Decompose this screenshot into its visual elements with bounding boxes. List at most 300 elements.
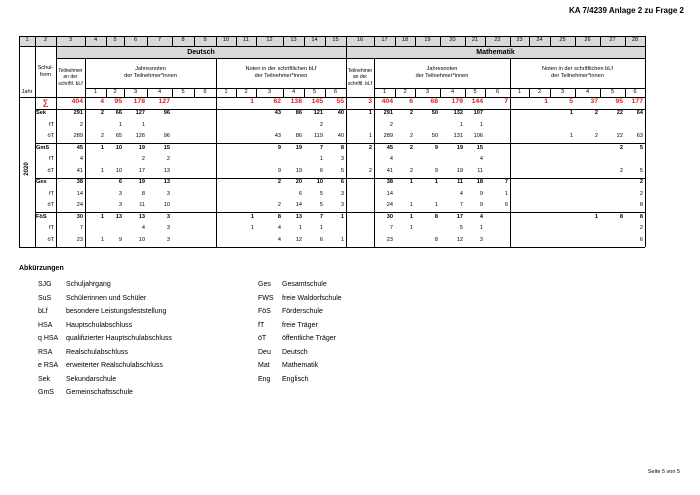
table-rule (510, 36, 511, 46)
abbreviation-key: q HSA (38, 335, 59, 342)
data-cell: 6 (340, 179, 344, 186)
table-rule (510, 88, 511, 97)
data-cell: 45 (76, 144, 83, 151)
data-cell: 144 (471, 98, 483, 106)
column-number: 27 (609, 37, 616, 44)
table-rule (19, 247, 645, 248)
data-cell: 2 (409, 167, 413, 174)
table-rule (304, 88, 305, 97)
table-rule (485, 36, 486, 46)
column-number: 19 (424, 37, 431, 44)
grade-header: 5 (610, 88, 615, 95)
data-cell: 4 (479, 213, 483, 220)
data-cell: 127 (135, 110, 145, 117)
data-cell: 30 (76, 213, 83, 220)
data-cell: 1 (340, 213, 344, 220)
grade-header: 3 (425, 88, 430, 95)
data-cell: 5 (639, 144, 643, 151)
data-cell: 1 (340, 236, 344, 243)
data-cell: 1 (100, 167, 104, 174)
abbreviation-value: Gesamtschule (282, 281, 327, 288)
data-cell: 37 (590, 98, 598, 106)
abbreviation-key: RSA (38, 348, 53, 356)
data-cell: 96 (163, 133, 170, 140)
data-cell: 1 (409, 179, 413, 186)
data-cell: 131 (453, 133, 463, 140)
data-cell: 12 (456, 236, 463, 243)
data-cell: 4 (277, 225, 281, 232)
data-cell: 2 (619, 167, 623, 174)
table-rule (645, 36, 646, 46)
column-number: 9 (203, 37, 207, 44)
grade-header: 1 (517, 88, 522, 95)
data-cell: 2 (100, 133, 104, 140)
grade-header: 4 (157, 88, 162, 95)
data-cell: 4 (100, 98, 104, 106)
table-rule (124, 88, 125, 97)
abbreviations-title: Abkürzungen (19, 265, 64, 272)
table-rule (346, 36, 347, 46)
data-cell: 5 (569, 98, 573, 106)
table-rule (625, 88, 626, 97)
data-cell: 1 (100, 236, 104, 243)
row-label: fT (49, 156, 54, 163)
table-rule (19, 36, 20, 46)
page-number: Seite 5 von 5 (647, 469, 680, 475)
data-cell: 3 (166, 190, 170, 197)
grade-header: 1 (93, 88, 98, 95)
data-cell: 1 (298, 225, 302, 232)
table-rule (147, 88, 148, 97)
data-cell: 3 (479, 236, 483, 243)
data-cell: 7 (319, 213, 323, 220)
data-cell: 3 (166, 225, 170, 232)
abbreviation-key: bLf (38, 308, 48, 315)
abbreviation-key: HSA (38, 321, 53, 329)
table-rule (325, 88, 326, 97)
data-cell: 138 (290, 98, 302, 106)
table-rule (283, 36, 284, 46)
table-rule (106, 88, 107, 97)
data-cell: 66 (115, 110, 122, 117)
data-cell: 7 (79, 225, 83, 232)
abbreviation-value: Schuljahrgang (66, 281, 111, 288)
table-rule (124, 36, 125, 46)
row-label: öT (47, 133, 54, 140)
data-cell: 50 (431, 110, 438, 117)
grade-header: 3 (560, 88, 565, 95)
data-cell: 1 (250, 225, 254, 232)
column-number: 28 (631, 37, 639, 44)
data-cell: 127 (158, 98, 170, 106)
abbreviation-value: besondere Leistungsfeststellung (66, 308, 167, 315)
table-rule (645, 46, 646, 247)
data-cell: 1 (250, 98, 254, 106)
abbreviation-key: SJG (38, 281, 52, 288)
data-cell: 8 (340, 144, 344, 151)
data-cell: 10 (115, 167, 122, 174)
column-number: 18 (401, 37, 409, 44)
data-cell: 5 (459, 225, 463, 232)
data-cell: 19 (295, 144, 302, 151)
data-cell: 15 (163, 144, 170, 151)
data-cell: 4 (479, 156, 483, 163)
row-label: Ges (36, 179, 47, 186)
data-cell: 2 (277, 202, 281, 209)
data-cell: 19 (138, 144, 145, 151)
data-cell: 30 (386, 213, 393, 220)
column-number: 4 (93, 37, 98, 44)
data-cell: 8 (619, 213, 623, 220)
data-cell: 62 (273, 98, 281, 106)
grade-header: 6 (633, 88, 637, 95)
data-cell: 1 (569, 110, 573, 117)
year-label: 2020 (24, 162, 30, 176)
data-cell: 2 (389, 121, 393, 128)
data-cell: 2 (594, 110, 598, 117)
data-cell: 1 (409, 202, 413, 209)
table-rule (19, 46, 20, 247)
data-cell: 15 (476, 144, 483, 151)
row-label: GmS (36, 144, 50, 151)
column-number: 7 (157, 37, 162, 44)
data-cell: 4 (277, 236, 281, 243)
data-cell: 22 (616, 133, 623, 140)
data-cell: 9 (479, 202, 483, 209)
table-rule (194, 36, 195, 46)
column-number: 8 (181, 37, 185, 44)
table-rule (56, 58, 645, 59)
data-cell: 2 (166, 156, 170, 163)
table-rule (147, 36, 148, 46)
data-cell: 11 (457, 179, 463, 186)
data-cell: 2 (409, 133, 413, 140)
data-cell: 2 (100, 110, 104, 117)
data-cell: 45 (386, 144, 393, 151)
table-rule (395, 88, 396, 97)
table-rule (440, 88, 441, 97)
data-cell: 4 (459, 190, 463, 197)
grade-header: 5 (181, 88, 185, 95)
data-cell: 1 (409, 213, 413, 220)
grade-header: 6 (495, 88, 500, 95)
data-cell: 1 (368, 133, 372, 140)
grade-header: 3 (267, 88, 272, 95)
table-rule (415, 88, 416, 97)
table-rule (56, 46, 57, 247)
table-rule (465, 88, 466, 97)
abbreviation-value: Förderschule (282, 308, 323, 315)
table-rule (35, 178, 645, 179)
data-cell: 8 (639, 213, 643, 220)
table-rule (172, 36, 173, 46)
grade-header: 6 (333, 88, 338, 95)
data-cell: 19 (456, 144, 463, 151)
abbreviation-value: Englisch (282, 375, 309, 383)
data-cell: 2 (141, 156, 145, 163)
results-table (19, 36, 681, 249)
data-cell: 43 (274, 133, 281, 140)
data-cell: 68 (430, 98, 438, 106)
data-cell: 38 (386, 179, 393, 186)
data-cell: 8 (434, 236, 438, 243)
data-cell: 14 (386, 190, 393, 197)
column-number: 17 (381, 37, 388, 44)
data-cell: 7 (504, 179, 508, 186)
table-rule (236, 36, 237, 46)
data-cell: 126 (135, 133, 145, 140)
data-cell: 106 (473, 133, 483, 140)
abbreviation-value: erweiterter Realschulabschluss (66, 362, 163, 369)
table-rule (236, 88, 237, 97)
data-cell: 2 (368, 144, 372, 151)
column-number: 23 (516, 37, 523, 44)
header-noten-schriftl-mat: Noten in der schriftlichen bLf der Teilnehmer*innen (542, 66, 613, 79)
column-number: 21 (471, 37, 479, 44)
data-cell: 1 (479, 225, 483, 232)
table-rule (19, 97, 645, 98)
row-label: fT (49, 121, 54, 128)
abbreviation-key: Eng (258, 375, 271, 383)
data-cell: 3 (368, 98, 372, 106)
data-cell: 10 (115, 144, 122, 151)
abbreviation-value: qualifizierter Hauptschulabschluss (66, 335, 172, 342)
abbreviation-key: GmS (38, 389, 54, 396)
data-cell: 41 (386, 167, 393, 174)
data-cell: 40 (337, 110, 344, 117)
data-cell: 7 (459, 202, 463, 209)
data-cell: 1 (409, 225, 413, 232)
data-cell: 289 (383, 133, 393, 140)
table-rule (415, 36, 416, 46)
data-cell: 64 (636, 110, 643, 117)
data-cell: 38 (76, 179, 83, 186)
grade-header: 3 (133, 88, 138, 95)
data-cell: 2 (277, 179, 281, 186)
data-cell: 2 (79, 121, 83, 128)
data-cell: 1 (319, 156, 323, 163)
column-number: 12 (266, 37, 273, 44)
data-cell: 50 (431, 133, 438, 140)
data-cell: 3 (166, 236, 170, 243)
data-cell: 24 (76, 202, 83, 209)
header-schulform: Schul- form (37, 64, 54, 78)
row-label: ∑ (42, 97, 49, 107)
data-cell: 4 (389, 156, 393, 163)
table-rule (35, 46, 36, 97)
table-rule (395, 36, 396, 46)
data-cell: 4 (141, 225, 145, 232)
table-rule (465, 36, 466, 46)
grade-header: 4 (291, 88, 296, 95)
table-rule (374, 58, 375, 247)
data-cell: 43 (274, 110, 281, 117)
data-cell: 10 (316, 179, 323, 186)
table-rule (485, 88, 486, 97)
table-rule (346, 46, 347, 247)
data-cell: 3 (166, 213, 170, 220)
table-rule (550, 88, 551, 97)
data-cell: 1 (118, 121, 122, 128)
column-number: 2 (43, 37, 48, 44)
data-cell: 121 (313, 110, 323, 117)
table-rule (283, 88, 284, 97)
data-cell: 1 (479, 121, 483, 128)
data-cell: 95 (114, 98, 122, 106)
abbreviation-value: freie Waldorfschule (282, 294, 342, 302)
table-rule (256, 36, 257, 46)
data-cell: 17 (138, 167, 145, 174)
row-label: öT (47, 202, 54, 209)
abbreviation-value: freie Träger (282, 321, 318, 329)
column-number: 24 (536, 37, 543, 44)
table-rule (35, 109, 645, 110)
data-cell: 2 (639, 225, 643, 232)
header-jahresnoten-deu: Jahresnoten der Teilnehmer*innen (124, 66, 177, 79)
grade-header: 5 (312, 88, 317, 95)
data-cell: 7 (389, 225, 393, 232)
data-cell: 2 (639, 190, 643, 197)
table-rule (35, 97, 36, 247)
data-cell: 1 (594, 213, 598, 220)
data-cell: 177 (631, 98, 643, 106)
data-cell: 178 (133, 98, 145, 106)
column-number: 15 (332, 37, 339, 44)
data-cell: 20 (295, 179, 302, 186)
data-cell: 291 (73, 110, 83, 117)
data-cell: 9 (277, 144, 281, 151)
data-cell: 4 (79, 156, 83, 163)
table-rule (35, 36, 36, 46)
data-cell: 3 (340, 190, 344, 197)
data-cell: 404 (381, 98, 393, 106)
abbreviation-key: FöS (258, 308, 271, 315)
subject-header-mathematik: Mathematik (476, 48, 515, 56)
data-cell: 6 (319, 167, 323, 174)
data-cell: 5 (319, 202, 323, 209)
table-rule (440, 36, 441, 46)
table-rule (529, 36, 530, 46)
grade-header: 5 (473, 88, 477, 95)
document-reference: KA 7/4239 Anlage 2 zu Frage 2 (568, 6, 684, 15)
abbreviation-value: Realschulabschluss (66, 348, 128, 356)
table-rule (19, 36, 645, 37)
data-cell: 3 (118, 190, 122, 197)
table-rule (600, 88, 601, 97)
data-cell: 2 (368, 167, 372, 174)
column-number: 16 (356, 37, 364, 44)
table-rule (510, 58, 511, 247)
data-cell: 6 (319, 236, 323, 243)
column-number: 1 (25, 37, 29, 44)
data-cell: 19 (456, 167, 463, 174)
data-cell: 10 (138, 236, 145, 243)
row-label: fT (49, 225, 54, 232)
grade-header: 2 (113, 88, 117, 95)
data-cell: 1 (459, 121, 463, 128)
table-rule (172, 88, 173, 97)
grade-header: 2 (244, 88, 248, 95)
data-cell: 63 (636, 133, 643, 140)
data-cell: 3 (118, 202, 122, 209)
data-cell: 1 (250, 213, 254, 220)
abbreviation-value: Sekundarschule (66, 375, 117, 383)
data-cell: 8 (639, 202, 643, 209)
data-cell: 11 (477, 167, 483, 174)
data-cell: 119 (314, 133, 323, 140)
table-rule (325, 36, 326, 46)
data-cell: 10 (163, 202, 170, 209)
grade-header: 1 (224, 88, 228, 95)
table-rule (625, 36, 626, 46)
table-rule (550, 36, 551, 46)
table-rule (85, 36, 86, 46)
column-number: 20 (449, 37, 456, 44)
column-number: 5 (113, 37, 117, 44)
data-cell: 1 (100, 144, 104, 151)
data-cell: 12 (295, 236, 302, 243)
table-rule (575, 36, 576, 46)
table-rule (600, 36, 601, 46)
abbreviation-value: Gemeinschaftsschule (66, 389, 133, 396)
data-cell: 1 (368, 110, 372, 117)
data-cell: 5 (340, 167, 344, 174)
data-cell: 132 (453, 110, 463, 117)
column-number: 22 (494, 37, 501, 44)
data-cell: 11 (139, 202, 145, 209)
data-cell: 179 (451, 98, 463, 106)
table-rule (575, 88, 576, 97)
table-rule (304, 36, 305, 46)
data-cell: 24 (386, 202, 393, 209)
data-cell: 2 (409, 144, 413, 151)
table-rule (85, 88, 86, 97)
data-cell: 2 (409, 110, 413, 117)
abbreviation-key: fT (258, 321, 265, 329)
column-number: 14 (311, 37, 318, 44)
data-cell: 22 (616, 110, 623, 117)
column-number: 26 (584, 37, 591, 44)
data-cell: 18 (476, 179, 483, 186)
abbreviation-value: Deutsch (282, 348, 308, 356)
abbreviation-key: öT (258, 335, 267, 342)
table-rule (19, 46, 645, 47)
data-cell: 86 (295, 133, 302, 140)
header-jahresnoten-mat: Jahresnoten der Teilnehmer*innen (415, 66, 469, 79)
data-cell: 6 (118, 179, 122, 186)
data-cell: 1 (434, 202, 438, 209)
data-cell: 96 (163, 110, 170, 117)
row-label: öT (47, 236, 54, 243)
data-cell: 404 (71, 98, 83, 106)
row-label: fT (49, 190, 54, 197)
table-rule (56, 36, 57, 46)
table-rule (194, 88, 195, 97)
data-cell: 23 (76, 236, 83, 243)
abbreviation-key: e RSA (38, 362, 59, 369)
data-cell: 107 (473, 110, 483, 117)
data-cell: 17 (456, 213, 463, 220)
row-label: FöS (36, 213, 47, 220)
table-rule (529, 88, 530, 97)
data-cell: 41 (76, 167, 83, 174)
data-cell: 9 (434, 167, 438, 174)
abbreviation-key: Deu (258, 348, 271, 356)
data-cell: 14 (295, 202, 302, 209)
data-cell: 9 (118, 236, 122, 243)
data-cell: 5 (319, 190, 323, 197)
column-number: 13 (290, 37, 297, 44)
